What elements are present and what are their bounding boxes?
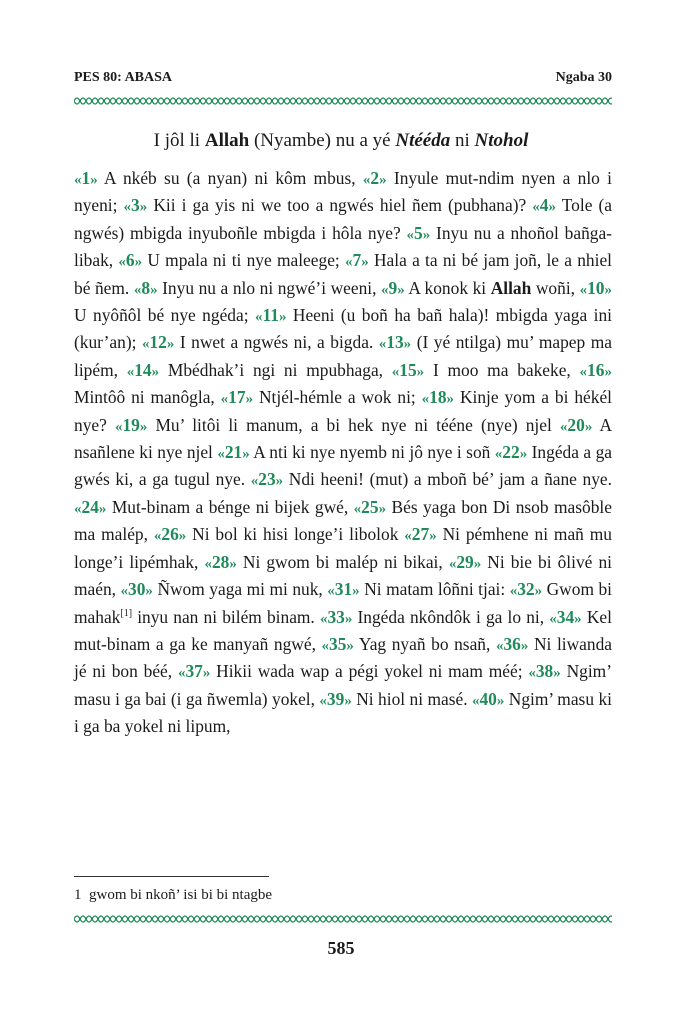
verse-text-segment: U mpala ni ti nye maleege; bbox=[147, 250, 340, 271]
verse-number: «1» bbox=[74, 168, 98, 188]
verse-number: «4» bbox=[532, 195, 556, 216]
verse-number: «34» bbox=[549, 606, 582, 627]
verse-text-segment: inyu nan ni bilém binam. bbox=[137, 606, 315, 627]
verse-number: «22» bbox=[494, 442, 528, 463]
verse-text-segment: A nkéb su (a nyan) ni kôm mbus, bbox=[104, 168, 356, 188]
verse-number: «35» bbox=[321, 633, 354, 654]
verse-text-segment: Ni liwanda jé ni bon béé, bbox=[74, 633, 612, 682]
verse-number: «8» bbox=[133, 277, 158, 298]
verse-text-segment: Ingéda a ga gwés ki, a ga tugul nye. bbox=[74, 442, 612, 490]
verse-number: «18» bbox=[421, 387, 455, 408]
verse-number: «12» bbox=[141, 332, 175, 353]
verse-text-segment: Ni hiol ni masé. bbox=[356, 688, 468, 709]
verse-number: «17» bbox=[220, 387, 254, 408]
verse-number: «6» bbox=[118, 250, 143, 271]
verse-number: «23» bbox=[250, 469, 284, 490]
footnote bbox=[74, 887, 272, 904]
verse-number: «36» bbox=[495, 633, 529, 654]
verse-text-segment: A konok ki bbox=[408, 277, 487, 298]
verse-text-segment: A nsañlene ki nye njel bbox=[74, 414, 613, 463]
verse-number: «14» bbox=[126, 359, 160, 380]
verse-text-segment: Ni matam lôñni tjai: bbox=[364, 579, 506, 600]
verse-text-segment: Hikii wada wap a pégi yokel ni mam méé; bbox=[216, 661, 523, 682]
verse-number: «11» bbox=[255, 305, 287, 326]
verse-number: «20» bbox=[559, 414, 593, 435]
verse-text-segment: I nwet a ngwés ni, a bigda. bbox=[179, 332, 374, 353]
verse-number: «24» bbox=[74, 496, 107, 517]
verse-number: «39» bbox=[319, 688, 352, 709]
part-number: Ngaba 30 bbox=[555, 70, 612, 85]
verse-text-segment: Kii i ga yis ni we too a ngwés hiel ñem (pubhana)? bbox=[153, 195, 527, 216]
verse-text bbox=[74, 166, 612, 740]
verse-number: «29» bbox=[448, 551, 482, 572]
verse-number: «19» bbox=[114, 414, 148, 435]
heading-allah: Allah bbox=[204, 130, 250, 151]
page-number: 585 bbox=[327, 938, 355, 958]
verse-number: «38» bbox=[528, 661, 561, 682]
verse-text-segment: Inyu nu a nlo ni ngwé’i weeni, bbox=[162, 277, 377, 298]
footnote-number: 1 bbox=[74, 887, 82, 903]
verse-text-segment: Hala a ta ni bé jam joñ, le a nhiel bé ñem. bbox=[74, 250, 612, 298]
verse-text-segment: (I yé ntilga) mu’ mapep ma lipém, bbox=[74, 332, 612, 380]
verse-text-segment: Gwom bi mahak bbox=[74, 579, 612, 627]
verse-number: «37» bbox=[177, 661, 211, 682]
footnote-text: gwom bi nkoñ’ isi bi bi ntagbe bbox=[89, 887, 273, 903]
verse-number: «10» bbox=[579, 277, 612, 298]
verse-number: «27» bbox=[404, 524, 437, 545]
verse-number: «9» bbox=[381, 277, 405, 298]
verse-number: «16» bbox=[579, 359, 612, 380]
verse-number: «25» bbox=[353, 496, 387, 517]
verse-text-segment: Ntjél-hémle a wok ni; bbox=[258, 387, 416, 408]
verse-text-segment: Mintôô ni manôgla, bbox=[74, 387, 215, 408]
verse-number: «33» bbox=[319, 606, 353, 627]
verse-number: «13» bbox=[378, 332, 412, 353]
running-header bbox=[74, 70, 612, 90]
footnote-marker: [1] bbox=[120, 607, 133, 619]
top-ornament-border bbox=[74, 94, 612, 108]
verse-number: «32» bbox=[509, 579, 543, 600]
verse-bold-word: Allah bbox=[490, 277, 532, 298]
verse-text-segment: Kel mut-binam a ga ke manyañ ngwé, bbox=[74, 606, 612, 654]
verse-text-segment: Ñwom yaga mi mi nuk, bbox=[157, 579, 323, 600]
bottom-ornament-border bbox=[74, 912, 612, 926]
verse-text-segment: Heeni (u boñ ha bañ hala)! mbigda yaga ini (kur’an); bbox=[74, 305, 612, 353]
heading-ntohol: Ntohol bbox=[474, 130, 529, 151]
verse-text-segment: Mu’ litôi li manum, a bi hek nye ni tééne (nye) njel bbox=[155, 414, 552, 435]
verse-text-segment: Mbédhak’i ngi ni mpubhaga, bbox=[167, 359, 384, 380]
verse-text-segment: Yag nyañ bo nsañ, bbox=[358, 633, 491, 654]
verse-text-segment: Tole (a ngwés) mbigda inyuboñle mbigda i hôla nye? bbox=[74, 195, 612, 243]
verse-text-segment: Ni pémhene ni mañ mu longe’i lipémhak, bbox=[74, 524, 612, 572]
verse-number: «30» bbox=[120, 579, 153, 600]
verse-number: «21» bbox=[217, 442, 250, 463]
verse-text-segment: U nyôñôl bé nye ngéda; bbox=[74, 305, 249, 326]
verse-number: «15» bbox=[391, 359, 425, 380]
verse-text-segment: Bés yaga bon Di nsob masôble ma malép, bbox=[74, 496, 612, 545]
verse-text-segment: Ingéda nkôndôk i ga lo ni, bbox=[357, 606, 545, 627]
verse-number: «5» bbox=[406, 222, 431, 243]
verse-number: «40» bbox=[471, 688, 505, 709]
verse-text-segment: Ngim’ masu ki i ga ba yokel ni lipum, bbox=[74, 688, 612, 737]
verse-number: «7» bbox=[345, 250, 369, 271]
verse-text-segment: Ngim’ masu i ga bai (i ga ñwemla) yokel, bbox=[74, 661, 612, 709]
verse-text-segment: Mut-binam a bénge ni bijek gwé, bbox=[111, 496, 349, 517]
verse-number: «2» bbox=[362, 168, 387, 188]
verse-text-segment: Inyu nu a nhoñol bañga-libak, bbox=[74, 222, 612, 271]
verse-text-segment: Ni bol ki hisi longe’i libolok bbox=[192, 524, 399, 545]
verse-text-segment: Ni gwom bi malép ni bikai, bbox=[242, 551, 443, 572]
verse-number: «26» bbox=[153, 524, 187, 545]
verse-text-segment: Ni bie bi ôlivé ni maén, bbox=[74, 551, 612, 600]
footnote-rule bbox=[74, 876, 269, 877]
surah-name: PES 80: ABASA bbox=[74, 70, 173, 85]
heading-nteeda: Ntééda bbox=[395, 130, 451, 151]
verse-text-segment: Inyule mut-ndim nyen a nlo i nyeni; bbox=[74, 168, 613, 216]
verse-text-segment: woñi, bbox=[535, 277, 576, 298]
verse-text-segment: Kinje yom a bi hékél nye? bbox=[74, 387, 612, 435]
verse-number: «28» bbox=[204, 551, 237, 572]
verse-number: «3» bbox=[123, 195, 148, 216]
verse-number: «31» bbox=[327, 579, 360, 600]
surah-heading: I jôl li Allah (Nyambe) nu a yé Ntééda ni Ntohol bbox=[153, 130, 529, 151]
verse-text-segment: A nti ki nye nyemb ni jô nye i soñ bbox=[253, 442, 491, 463]
verse-text-segment: I moo ma bakeke, bbox=[432, 359, 571, 380]
verse-text-segment: Ndi heeni! (mut) a mboñ bé’ jam a ñane nye. bbox=[288, 469, 612, 490]
